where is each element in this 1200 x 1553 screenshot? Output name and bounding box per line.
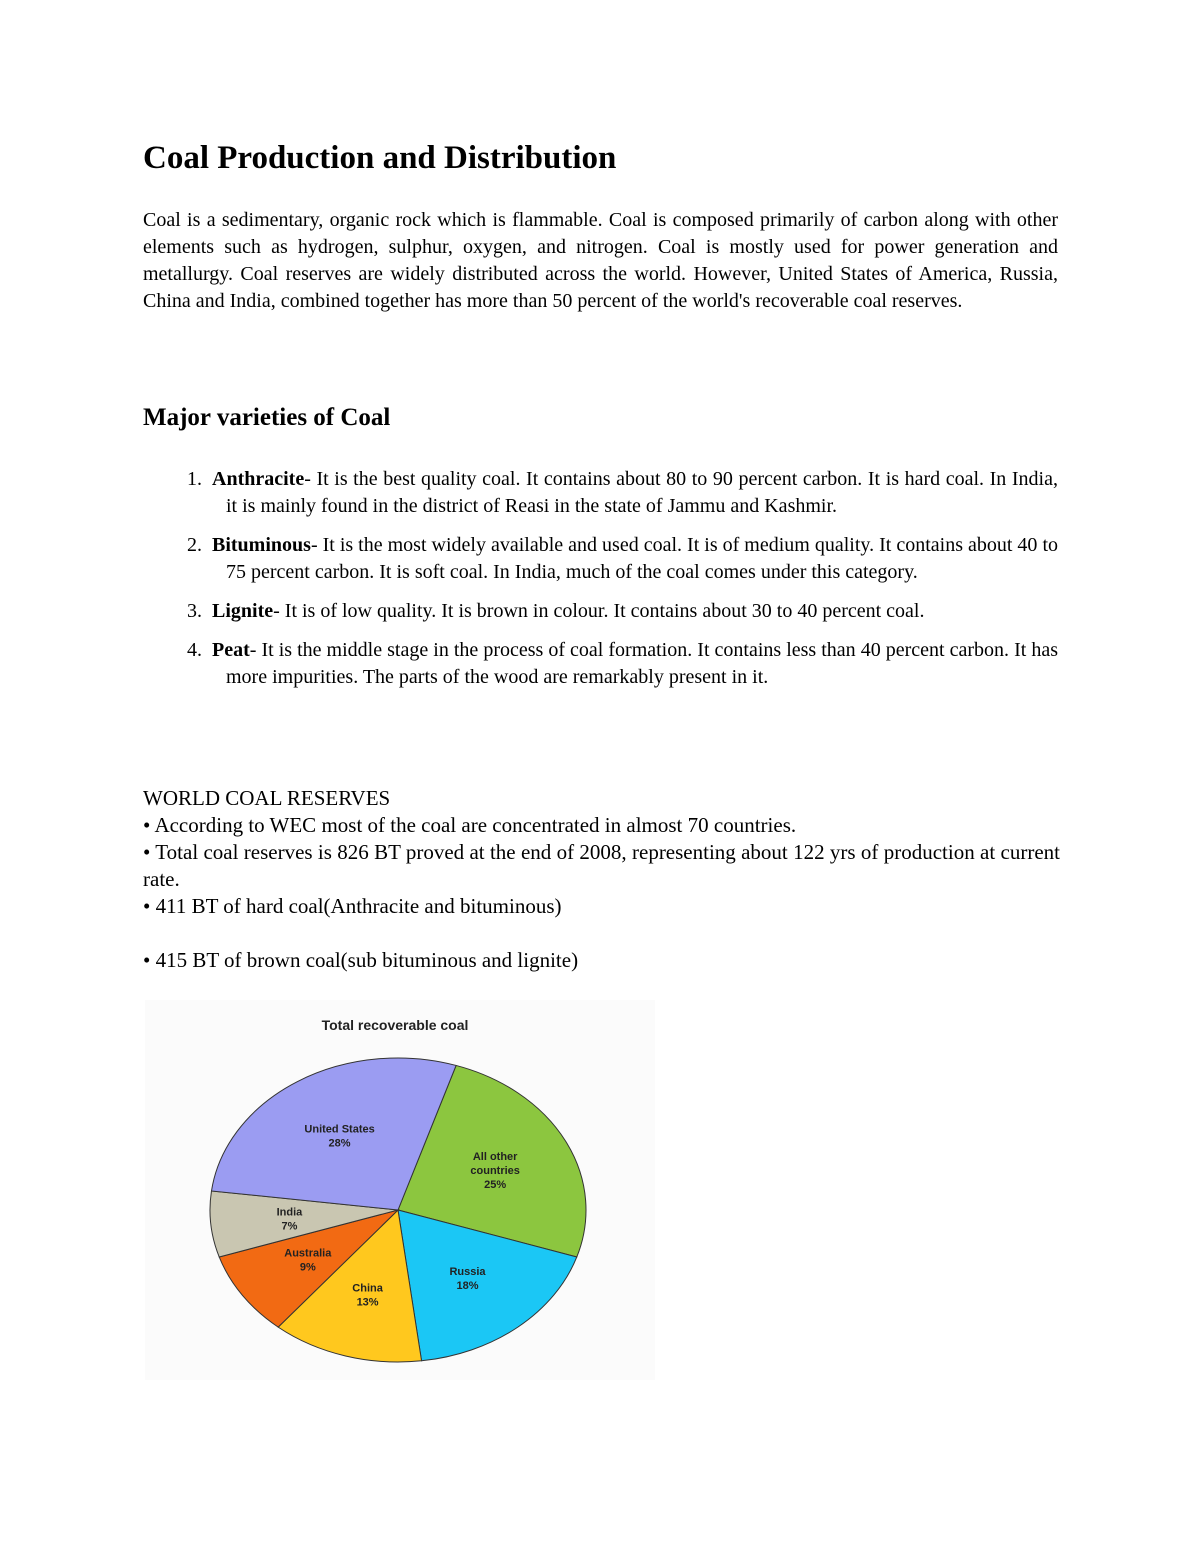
varieties-list	[143, 466, 1058, 703]
variety-name: Bituminous	[212, 534, 311, 556]
reserves-bullet: • According to WEC most of the coal are concentrated in almost 70 countries.	[143, 813, 797, 837]
pie-label-india: India 7%	[276, 1206, 303, 1233]
list-item	[143, 466, 1058, 520]
variety-description: - It is the middle stage in the process of coal formation. It contains less than 40 percent carbon. It has more impurities. The parts of the wood are remarkably present in it.	[226, 639, 1058, 688]
reserves-section	[143, 785, 1060, 974]
variety-name: Anthracite	[212, 468, 305, 490]
reserves-bullet: • 411 BT of hard coal(Anthracite and bituminous)	[143, 894, 562, 918]
variety-description: - It is the most widely available and used coal. It is of medium quality. It contains about 40 to 75 percent carbon. It is soft coal. In India, much of the coal comes under this category.	[226, 534, 1058, 583]
reserves-bullet: • Total coal reserves is 826 BT proved at the end of 2008, representing about 122 yrs of production at current rate.	[143, 840, 1060, 891]
list-number: 2.	[187, 534, 202, 556]
pie-label-united-states: United States 28%	[304, 1123, 375, 1150]
pie-label-russia: Russia 18%	[449, 1265, 486, 1292]
pie-chart-svg	[145, 1000, 655, 1380]
section-heading-varieties: Major varieties of Coal	[143, 404, 391, 431]
list-item	[143, 598, 1058, 625]
list-item	[143, 637, 1058, 691]
list-number: 1.	[187, 468, 202, 490]
list-item	[143, 532, 1058, 586]
chart-title: Total recoverable coal	[321, 1017, 469, 1033]
pie-chart	[145, 1000, 655, 1380]
list-number: 3.	[187, 600, 202, 622]
intro-paragraph: Coal is a sedimentary, organic rock which is flammable. Coal is composed primarily of carbon along with other elements such as hydrogen, sulphur, oxygen, and nitrogen. Coal is mostly used for power generation and metallurgy. Coal reserves are widely distributed across the world. However, United States of America, Russia, China and India, combined together has more than 50 percent of the world's recoverable coal reserves.	[143, 209, 1058, 312]
reserves-heading: WORLD COAL RESERVES	[143, 786, 391, 810]
pie-label-australia: Australia 9%	[284, 1247, 332, 1274]
pie-label-all-other-countries: All other countries 25%	[470, 1150, 520, 1191]
page-title: Coal Production and Distribution	[143, 140, 617, 176]
variety-description: - It is of low quality. It is brown in colour. It contains about 30 to 40 percent coal.	[273, 600, 925, 622]
variety-description: - It is the best quality coal. It contains about 80 to 90 percent carbon. It is hard coal. In India, it is mainly found in the district of Reasi in the state of Jammu and Kashmir.	[226, 468, 1058, 517]
variety-name: Peat	[212, 639, 250, 661]
pie-label-china: China 13%	[352, 1282, 383, 1309]
list-number: 4.	[187, 639, 202, 661]
reserves-bullet: • 415 BT of brown coal(sub bituminous and lignite)	[143, 948, 579, 972]
variety-name: Lignite	[212, 600, 274, 622]
